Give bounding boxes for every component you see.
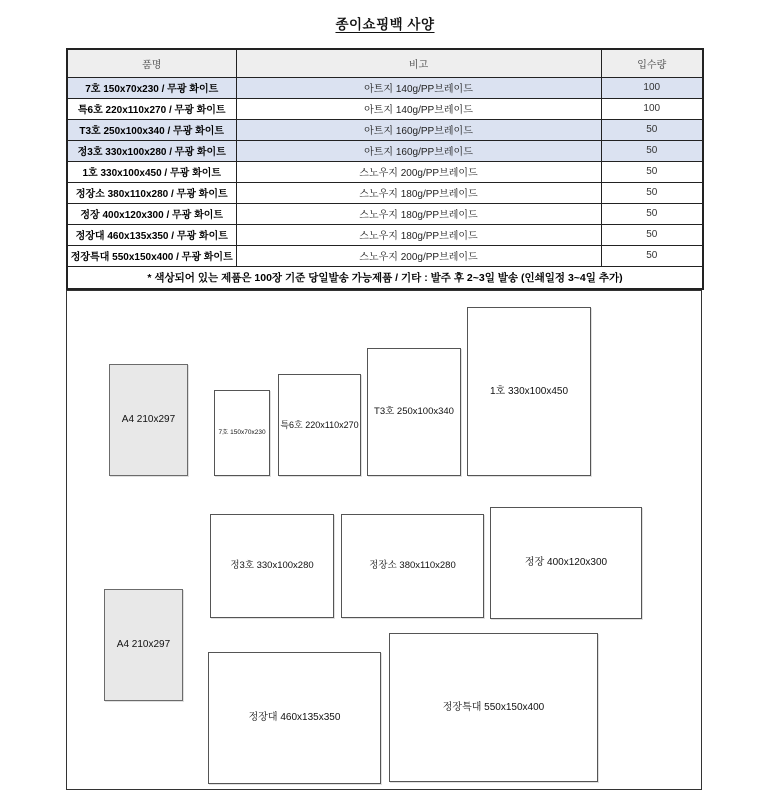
note-cell: 스노우지 180g/PP브레이드 bbox=[236, 182, 601, 203]
bag-size-box bbox=[467, 307, 591, 476]
qty-cell: 50 bbox=[601, 224, 703, 245]
note-cell: 스노우지 200g/PP브레이드 bbox=[236, 161, 601, 182]
product-name-cell: T3호 250x100x340 / 무광 화이트 bbox=[67, 119, 236, 140]
bag-size-box bbox=[109, 364, 188, 476]
bag-size-label: 1호 330x100x450 bbox=[489, 385, 569, 397]
qty-cell: 50 bbox=[601, 161, 703, 182]
table-row bbox=[67, 245, 703, 266]
table-row bbox=[67, 98, 703, 119]
bag-size-label: 7호 150x70x230 bbox=[218, 428, 266, 436]
note-cell: 아트지 160g/PP브레이드 bbox=[236, 119, 601, 140]
bag-size-box bbox=[367, 348, 461, 476]
table-row bbox=[67, 182, 703, 203]
qty-cell: 50 bbox=[601, 119, 703, 140]
product-name-cell: 1호 330x100x450 / 무광 화이트 bbox=[67, 161, 236, 182]
product-name-cell: 특6호 220x110x270 / 무광 화이트 bbox=[67, 98, 236, 119]
bag-size-box bbox=[278, 374, 361, 476]
note-cell: 스노우지 180g/PP브레이드 bbox=[236, 224, 601, 245]
bag-size-label: 정장 400x120x300 bbox=[524, 557, 608, 568]
footnote-text: * 색상되어 있는 제품은 100장 기준 당일발송 가능제품 / 기타 : 발주 후 2~3일 발송 (인쇄일정 3~4일 추가) bbox=[67, 266, 703, 289]
footnote-row bbox=[67, 266, 703, 289]
column-header: 입수량 bbox=[601, 49, 703, 77]
bag-size-label: 정장특대 550x150x400 bbox=[442, 701, 545, 713]
qty-cell: 100 bbox=[601, 77, 703, 98]
table-header-row bbox=[67, 49, 703, 77]
bag-size-box bbox=[104, 589, 183, 701]
bag-size-box bbox=[210, 514, 334, 618]
table-row bbox=[67, 77, 703, 98]
bag-size-label: 특6호 220x110x270 bbox=[280, 419, 359, 430]
note-cell: 스노우지 180g/PP브레이드 bbox=[236, 203, 601, 224]
table-row bbox=[67, 140, 703, 161]
qty-cell: 50 bbox=[601, 140, 703, 161]
bag-size-box bbox=[214, 390, 270, 476]
size-diagram bbox=[66, 290, 702, 790]
bag-size-label: A4 210x297 bbox=[116, 639, 171, 650]
column-header: 비고 bbox=[236, 49, 601, 77]
spec-table bbox=[66, 48, 704, 290]
note-cell: 아트지 140g/PP브레이드 bbox=[236, 77, 601, 98]
table-row bbox=[67, 119, 703, 140]
table-row bbox=[67, 224, 703, 245]
bag-size-label: 정3호 330x100x280 bbox=[230, 560, 314, 572]
bag-size-box bbox=[389, 633, 598, 782]
product-name-cell: 정장 400x120x300 / 무광 화이트 bbox=[67, 203, 236, 224]
bag-size-box bbox=[341, 514, 484, 618]
table-row bbox=[67, 161, 703, 182]
qty-cell: 50 bbox=[601, 182, 703, 203]
bag-size-box bbox=[208, 652, 381, 784]
bag-size-box bbox=[490, 507, 642, 619]
column-header: 품명 bbox=[67, 49, 236, 77]
qty-cell: 50 bbox=[601, 245, 703, 266]
bag-size-label: A4 210x297 bbox=[121, 414, 176, 425]
note-cell: 아트지 140g/PP브레이드 bbox=[236, 98, 601, 119]
product-name-cell: 정3호 330x100x280 / 무광 화이트 bbox=[67, 140, 236, 161]
bag-size-label: 정장대 460x135x350 bbox=[248, 712, 341, 723]
product-name-cell: 정장대 460x135x350 / 무광 화이트 bbox=[67, 224, 236, 245]
page-title: 종이쇼핑백 사양 bbox=[335, 17, 435, 32]
note-cell: 아트지 160g/PP브레이드 bbox=[236, 140, 601, 161]
bag-size-label: 정장소 380x110x280 bbox=[369, 560, 456, 572]
qty-cell: 50 bbox=[601, 203, 703, 224]
product-name-cell: 정장특대 550x150x400 / 무광 화이트 bbox=[67, 245, 236, 266]
product-name-cell: 7호 150x70x230 / 무광 화이트 bbox=[67, 77, 236, 98]
table-row bbox=[67, 203, 703, 224]
qty-cell: 100 bbox=[601, 98, 703, 119]
note-cell: 스노우지 200g/PP브레이드 bbox=[236, 245, 601, 266]
product-name-cell: 정장소 380x110x280 / 무광 화이트 bbox=[67, 182, 236, 203]
bag-size-label: T3호 250x100x340 bbox=[374, 406, 454, 418]
